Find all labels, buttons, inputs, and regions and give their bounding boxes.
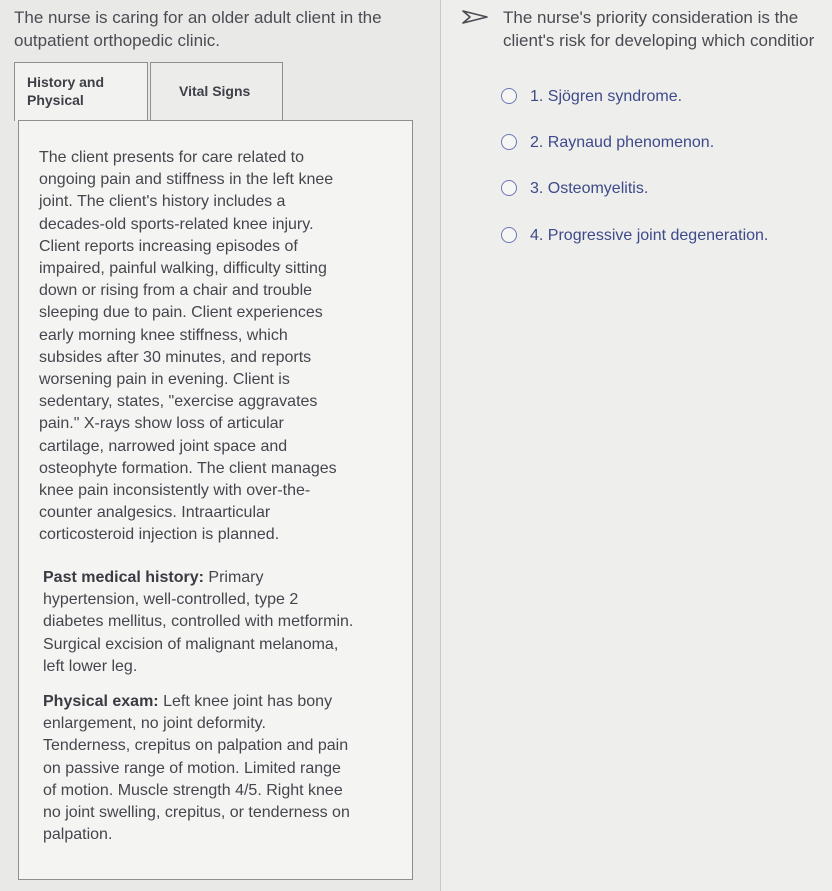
exam-line: Left knee joint has bony: [158, 693, 333, 710]
history-line: Client reports increasing episodes of: [39, 237, 298, 255]
option-label: 4. Progressive joint degeneration.: [530, 227, 769, 244]
pmh-line: left lower leg.: [43, 657, 138, 675]
option-label: 3. Osteomyelitis.: [530, 180, 649, 197]
history-line: sleeping due to pain. Client experiences: [39, 304, 323, 322]
tab-history-label-2: Physical: [27, 92, 84, 108]
stem-line-1: The nurse is caring for an older adult client in the: [14, 8, 382, 27]
option-label: 1. Sjögren syndrome.: [530, 88, 683, 105]
history-line: cartilage, narrowed joint space and: [39, 437, 288, 455]
radio-icon[interactable]: [501, 180, 517, 196]
question-line-1: The nurse's priority consideration is the: [503, 8, 799, 27]
history-line: osteophyte formation. The client manages: [39, 459, 337, 477]
tab-history-label-1: History and: [27, 74, 105, 90]
pmh-line: hypertension, well-controlled, type 2: [43, 591, 299, 609]
radio-icon[interactable]: [501, 134, 517, 150]
stem-line-2: outpatient orthopedic clinic.: [14, 31, 221, 50]
history-line: pain." X-rays show loss of articular: [39, 415, 284, 433]
exam-line: no joint swelling, crepitus, or tenderness on: [43, 804, 350, 822]
exam-line: enlargement, no joint deformity.: [43, 715, 266, 733]
history-line: worsening pain in evening. Client is: [39, 371, 290, 389]
history-narrative: [39, 147, 384, 547]
history-line: The client presents for care related to: [39, 149, 305, 166]
exam-line: of motion. Muscle strength 4/5. Right knee: [43, 781, 343, 799]
radio-icon[interactable]: [501, 227, 517, 243]
history-line: down or rising from a chair and trouble: [39, 282, 313, 300]
case-stem: [14, 6, 434, 52]
tab-vital-signs[interactable]: [150, 62, 283, 121]
physical-exam: [43, 691, 393, 846]
history-line: corticosteroid injection is planned.: [39, 526, 280, 544]
radio-icon[interactable]: [501, 88, 517, 104]
history-line: impaired, painful walking, difficulty sitting: [39, 260, 327, 278]
question-line-2: client's risk for developing which conditior: [503, 31, 815, 50]
pmh-line: Surgical excision of malignant melanoma,: [43, 635, 339, 653]
history-line: sedentary, states, "exercise aggravates: [39, 393, 318, 411]
pmh-line: Primary: [203, 569, 264, 586]
question-pane: [441, 0, 832, 891]
history-line: counter analgesics. Intraarticular: [39, 504, 271, 522]
history-line: ongoing pain and stiffness in the left knee: [39, 171, 334, 189]
history-line: decades-old sports-related knee injury.: [39, 215, 314, 233]
history-line: subsides after 30 minutes, and reports: [39, 348, 312, 366]
history-line: knee pain inconsistently with over-the-: [39, 482, 311, 500]
chevron-right-icon: [461, 10, 495, 24]
exam-line: Tenderness, crepitus on palpation and pain: [43, 737, 349, 755]
exam-line: on passive range of motion. Limited range: [43, 759, 341, 777]
pmh-label: Past medical history:: [43, 569, 204, 586]
tab-vital-signs-label: Vital Signs: [179, 83, 251, 99]
tab-history-and-physical[interactable]: [14, 62, 148, 121]
past-medical-history: [43, 567, 398, 678]
exam-line: palpation.: [43, 826, 113, 844]
history-line: joint. The client's history includes a: [39, 193, 286, 211]
exam-label: Physical exam:: [43, 693, 159, 710]
option-label: 2. Raynaud phenomenon.: [530, 134, 715, 151]
pmh-line: diabetes mellitus, controlled with metformin.: [43, 613, 354, 631]
history-line: early morning knee stiffness, which: [39, 326, 288, 344]
history-panel: [18, 120, 413, 880]
